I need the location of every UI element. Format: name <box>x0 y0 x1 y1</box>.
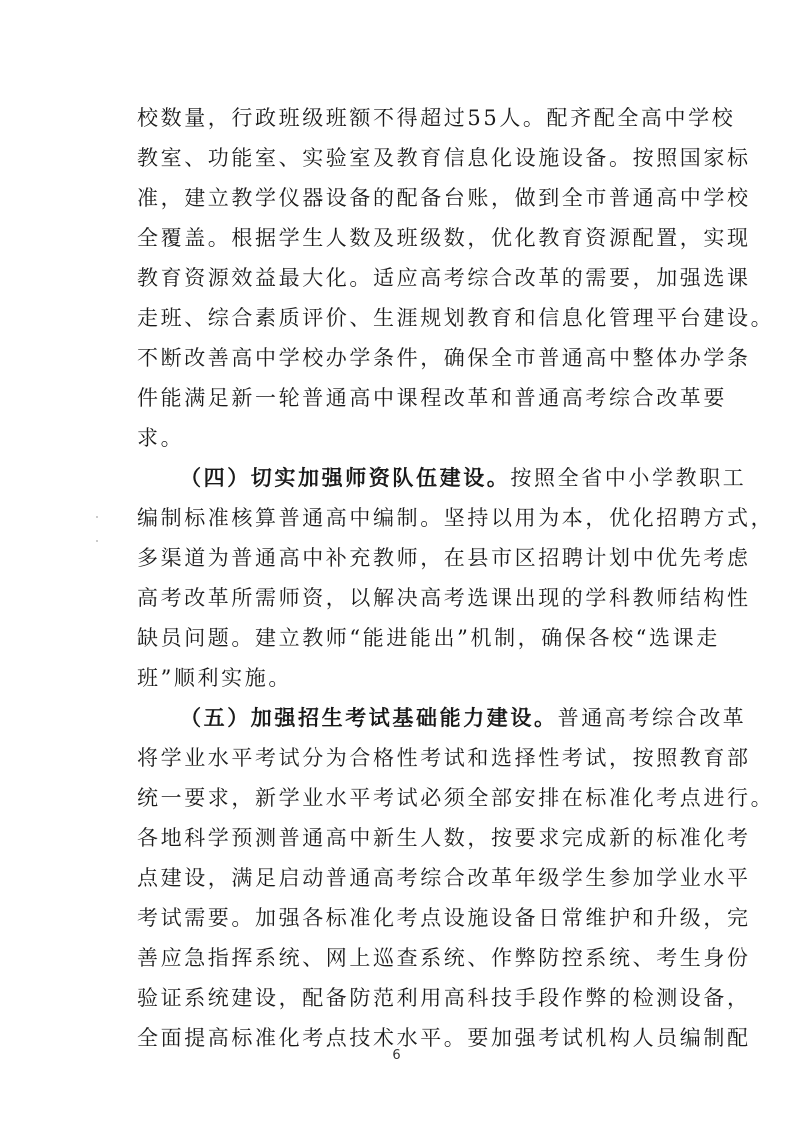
paragraph-1-line-4: 全覆盖。根据学生人数及班级数，优化教育资源配置，实现 <box>137 226 751 250</box>
paragraph-1-line-8: 件能满足新一轮普通高中课程改革和普通高考综合改革要 <box>137 386 727 410</box>
paragraph-2-line-4: 高考改革所需师资，以解决高考选课出现的学科教师结构性 <box>137 586 751 610</box>
paragraph-1-line-7: 不断改善高中学校办学条件，确保全市普通高中整体办学条 <box>137 346 751 370</box>
paragraph-2-line-6: 班”顺利实施。 <box>137 666 292 690</box>
paragraph-3-line-7: 善应急指挥系统、网上巡查系统、作弊防控系统、考生身份 <box>137 946 751 970</box>
paragraph-1-line-1: 校数量，行政班级班额不得超过55人。配齐配全高中学校 <box>137 106 736 130</box>
scan-speck <box>96 540 98 542</box>
paragraph-1-line-3: 准，建立教学仪器设备的配备台账，做到全市普通高中学校 <box>137 186 751 210</box>
paragraph-1-line-6: 走班、综合素质评价、生涯规划教育和信息化管理平台建设。 <box>137 306 775 330</box>
paragraph-3-line-8: 验证系统建设，配备防范利用高科技手段作弊的检测设备， <box>137 986 751 1010</box>
paragraph-2-line-3: 多渠道为普通高中补充教师，在县市区招聘计划中优先考虑 <box>137 546 751 570</box>
paragraph-3-first-line-text: 普通高考综合改革 <box>557 706 747 730</box>
paragraph-3-line-3: 统一要求，新学业水平考试必须全部安排在标准化考点进行。 <box>137 786 775 810</box>
page-number: 6 <box>392 1048 401 1063</box>
paragraph-3-line-4: 各地科学预测普通高中新生人数，按要求完成新的标准化考 <box>137 826 751 850</box>
scan-speck <box>96 516 98 518</box>
paragraph-2-first-line-text: 按照全省中小学教职工 <box>510 466 747 490</box>
paragraph-1-line-9: 求。 <box>137 426 185 450</box>
section-heading-5: （五）加强招生考试基础能力建设。 <box>180 705 558 730</box>
paragraph-3-line-9: 全面提高标准化考点技术水平。要加强考试机构人员编制配 <box>137 1026 751 1050</box>
paragraph-1-line-2: 教室、功能室、实验室及教育信息化设施设备。按照国家标 <box>137 146 751 170</box>
paragraph-2-line-5: 缺员问题。建立教师“能进能出”机制，确保各校“选课走 <box>137 626 720 650</box>
paragraph-1-line-5: 教育资源效益最大化。适应高考综合改革的需要，加强选课 <box>137 266 751 290</box>
paragraph-3-first-line <box>180 698 747 738</box>
paragraph-3-line-2: 将学业水平考试分为合格性考试和选择性考试，按照教育部 <box>137 746 751 770</box>
paragraph-3-line-5: 点建设，满足启动普通高考综合改革年级学生参加学业水平 <box>137 866 751 890</box>
paragraph-2-line-2: 编制标准核算普通高中编制。坚持以用为本，优化招聘方式， <box>137 506 775 530</box>
paragraph-3-line-6: 考试需要。加强各标准化考点设施设备日常维护和升级，完 <box>137 906 751 930</box>
paragraph-2-first-line <box>180 458 747 498</box>
section-heading-4: （四）切实加强师资队伍建设。 <box>180 465 511 490</box>
